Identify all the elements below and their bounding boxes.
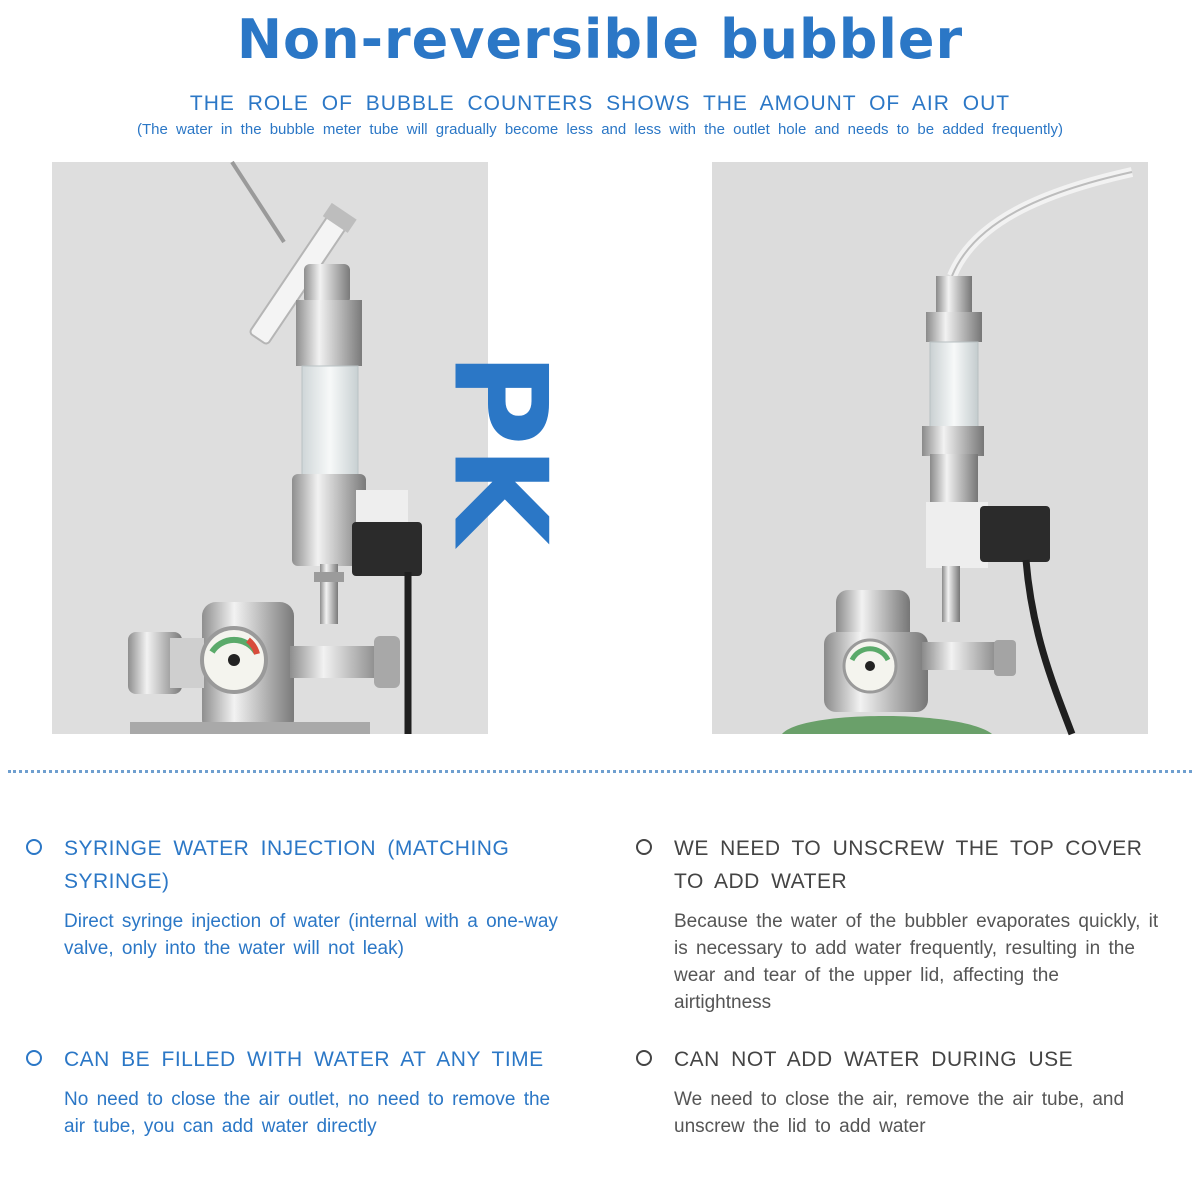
- feature-heading: WE NEED TO UNSCREW THE TOP COVER TO ADD WATER: [636, 832, 1166, 898]
- subtitle-note: (The water in the bubble meter tube will gradually become less and less with the outlet hole and needs to be added frequently): [136, 121, 1063, 138]
- feature-fill-anytime: [26, 1043, 596, 1140]
- feature-description: No need to close the air outlet, no need to remove the air tube, you can add water directly: [64, 1089, 551, 1137]
- circle-bullet-icon: [26, 1050, 42, 1066]
- feature-description: Because the water of the bubbler evaporates quickly, it is necessary to add water frequently, resulting in the wear and tear of the upper lid, affecting the airtightness: [674, 911, 1159, 1013]
- feature-heading: CAN NOT ADD WATER DURING USE: [636, 1043, 1166, 1076]
- product-photo-standard-bubbler: [712, 162, 1148, 734]
- feature-heading: CAN BE FILLED WITH WATER AT ANY TIME: [26, 1043, 596, 1076]
- feature-description: Direct syringe injection of water (internal with a one-way valve, only into the water will not leak): [64, 911, 558, 959]
- feature-no-water-during-use: [636, 1043, 1166, 1140]
- circle-bullet-icon: [636, 1050, 652, 1066]
- feature-description: We need to close the air, remove the air tube, and unscrew the lid to add water: [674, 1089, 1125, 1137]
- feature-heading: SYRINGE WATER INJECTION (MATCHING SYRINGE): [26, 832, 596, 898]
- page-title: Non-reversible bubbler: [236, 8, 964, 71]
- circle-bullet-icon: [26, 839, 42, 855]
- versus-label: [424, 352, 672, 545]
- syringe-bubbler-illustration: [52, 162, 488, 734]
- feature-unscrew-cover: [636, 832, 1166, 1016]
- circle-bullet-icon: [636, 839, 652, 855]
- subtitle: THE ROLE OF BUBBLE COUNTERS SHOWS THE AMOUNT OF AIR OUT: [189, 92, 1011, 115]
- feature-syringe-injection: [26, 832, 596, 962]
- standard-bubbler-illustration: [712, 162, 1148, 734]
- section-divider: [8, 770, 1192, 773]
- product-photo-syringe-bubbler: [52, 162, 488, 734]
- versus-text: PK: [424, 352, 574, 545]
